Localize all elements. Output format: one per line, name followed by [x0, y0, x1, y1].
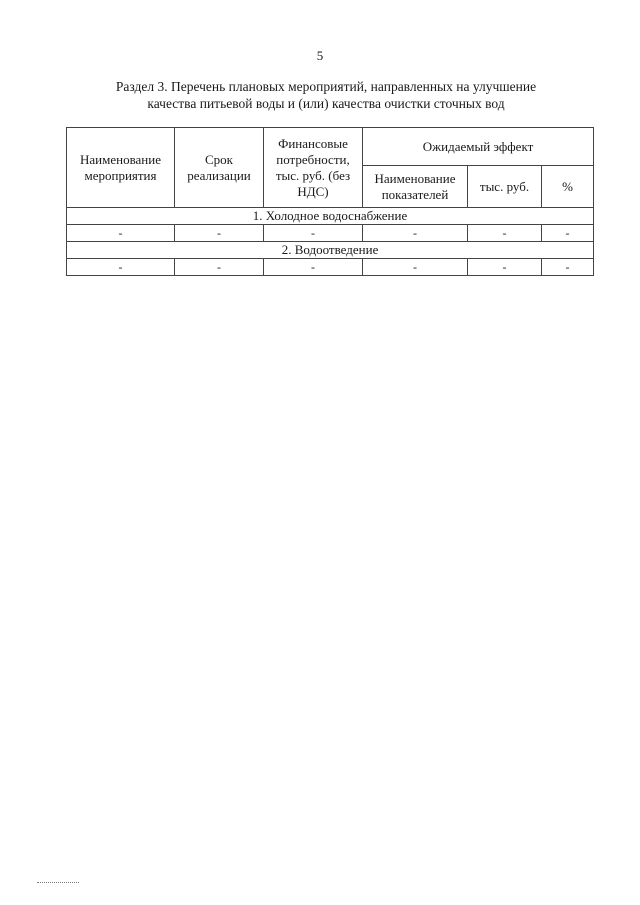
section-title	[60, 78, 592, 112]
table-cell: -	[264, 259, 363, 276]
table-row	[67, 225, 594, 242]
header-percent: %	[542, 166, 594, 208]
table-cell: -	[67, 259, 175, 276]
section-title-line-1: Раздел 3. Перечень плановых мероприятий, направленных на улучшение	[115, 79, 537, 94]
header-measure-name: Наименование мероприятия	[67, 128, 175, 208]
table-cell: -	[363, 225, 468, 242]
table-cell: -	[264, 225, 363, 242]
group-row-wastewater	[67, 242, 594, 259]
section-title-line-2: качества питьевой воды и (или) качества очистки сточных вод	[147, 96, 505, 111]
page-number: 5	[316, 48, 324, 63]
header-thousand-rub: тыс. руб.	[468, 166, 542, 208]
table-row	[67, 259, 594, 276]
header-term: Срок реализации	[175, 128, 264, 208]
table-header-row	[67, 128, 594, 166]
header-indicators: Наименование показателей	[363, 166, 468, 208]
measures-table	[66, 127, 594, 276]
group-title: 1. Холодное водоснабжение	[67, 208, 594, 225]
scan-artifact-line	[37, 882, 79, 884]
group-row-cold-water	[67, 208, 594, 225]
table-cell: -	[542, 259, 594, 276]
table-cell: -	[468, 259, 542, 276]
header-expected-effect: Ожидаемый эффект	[363, 128, 594, 166]
table-cell: -	[67, 225, 175, 242]
table-cell: -	[468, 225, 542, 242]
table-cell: -	[542, 225, 594, 242]
header-finance: Финансовые потребности, тыс. руб. (без НДС)	[264, 128, 363, 208]
table-cell: -	[363, 259, 468, 276]
table-cell: -	[175, 225, 264, 242]
group-title: 2. Водоотведение	[67, 242, 594, 259]
table-cell: -	[175, 259, 264, 276]
